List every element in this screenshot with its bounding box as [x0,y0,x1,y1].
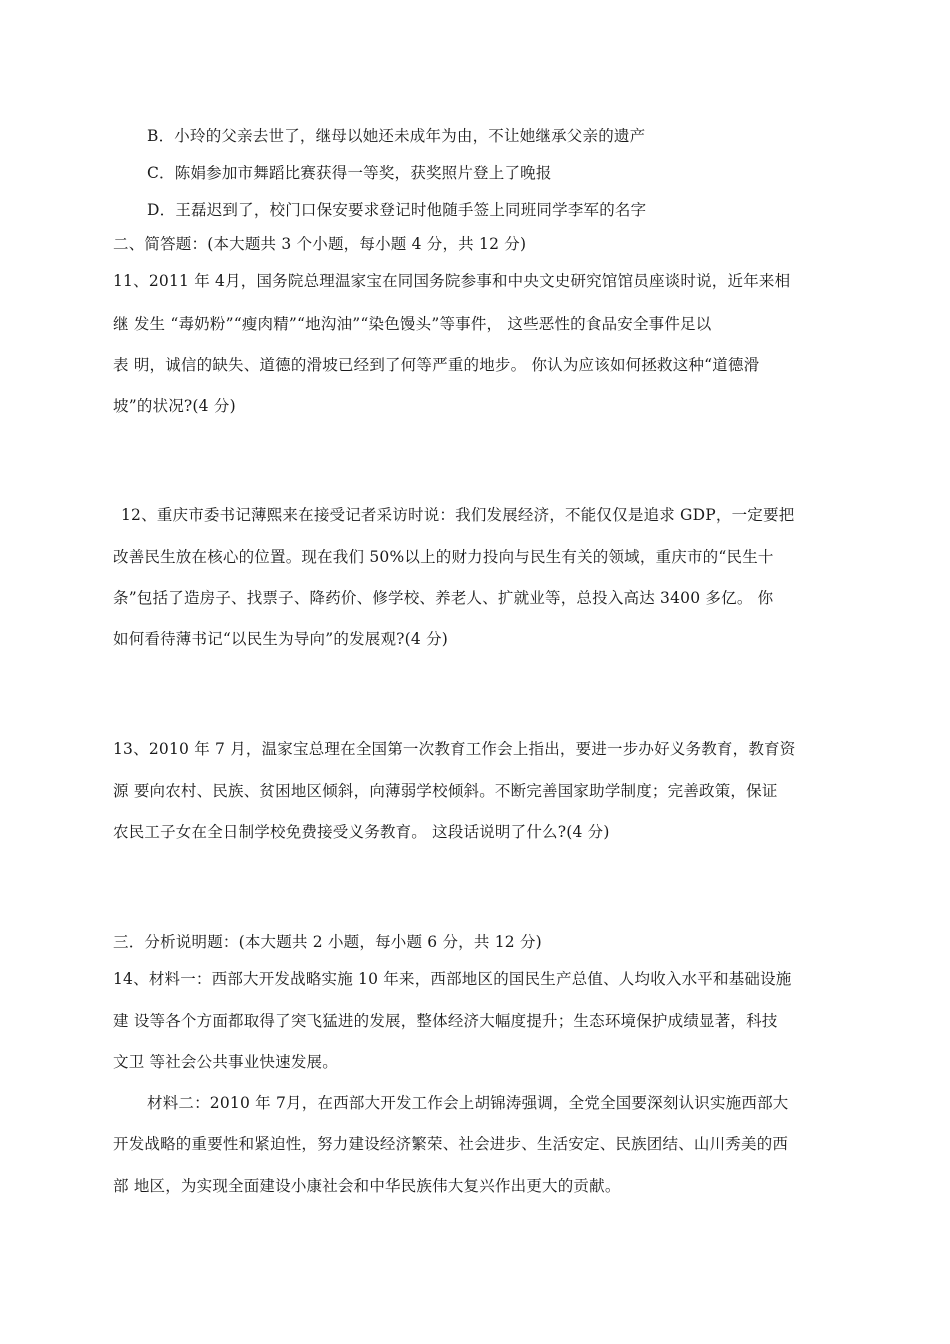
section-heading-short-answer: 二、简答题：(本大题共 3 个小题，每小题 4 分，共 12 分) [113,235,527,253]
question-13-line: 源 要向农村、民族、贫困地区倾斜，向薄弱学校倾斜。不断完善国家助学制度；完善政策，保证 [113,782,778,800]
question-13-line: 13、2010 年 7 月，温家宝总理在全国第一次教育工作会上指出，要进一步办好义务教育，教育资 [113,740,796,758]
question-14-material-2-line: 开发战略的重要性和紧迫性，努力建设经济繁荣、社会进步、生活安定、民族团结、山川秀美的西 [113,1135,789,1153]
question-11-line: 表 明，诚信的缺失、道德的滑坡已经到了何等严重的地步。 你认为应该如何拯救这种“道德滑 [113,356,760,374]
option-c: C．陈娟参加市舞蹈比赛获得一等奖，获奖照片登上了晚报 [147,164,552,182]
question-11-line: 坡”的状况?(4 分) [113,397,236,415]
question-14-material-2-line: 材料二：2010 年 7月，在西部大开发工作会上胡锦涛强调，全党全国要深刻认识实施西部大 [147,1094,789,1112]
question-13-line: 农民工子女在全日制学校免费接受义务教育。 这段话说明了什么?(4 分) [113,823,610,841]
question-12-line: 如何看待薄书记“以民生为导向”的发展观?(4 分) [113,630,449,648]
question-12-line: 改善民生放在核心的位置。现在我们 50%以上的财力投向与民生有关的领域，重庆市的“民生十 [113,548,774,566]
question-12-line: 条”包括了造房子、找票子、降药价、修学校、养老人、扩就业等，总投入高达 3400 多亿。 你 [113,589,774,607]
question-14-material-1-line: 14、材料一：西部大开发战略实施 10 年来，西部地区的国民生产总值、人均收入水平和基础设施 [113,970,792,988]
question-14-material-2-line: 部 地区，为实现全面建设小康社会和中华民族伟大复兴作出更大的贡献。 [113,1177,621,1195]
question-11-line: 继 发生 “毒奶粉”“瘦肉精”“地沟油”“染色馒头”等事件， 这些恶性的食品安全事件足以 [113,315,712,333]
question-14-material-1-line: 建 设等各个方面都取得了突飞猛进的发展，整体经济大幅度提升；生态环境保护成绩显著，科技 [113,1012,778,1030]
section-heading-analysis: 三．分析说明题：(本大题共 2 小题，每小题 6 分，共 12 分) [113,933,542,951]
option-b: B．小玲的父亲去世了，继母以她还未成年为由，不让她继承父亲的遗产 [147,127,646,145]
question-14-material-1-line: 文卫 等社会公共事业快速发展。 [113,1053,338,1071]
option-d: D．王磊迟到了，校门口保安要求登记时他随手签上同班同学李军的名字 [147,201,647,219]
question-12-line: 12、重庆市委书记薄熙来在接受记者采访时说：我们发展经济，不能仅仅是追求 GDP，一定要把 [121,506,795,524]
question-11-line: 11、2011 年 4月，国务院总理温家宝在同国务院参事和中央文史研究馆馆员座谈时说，近年来相 [113,272,791,290]
